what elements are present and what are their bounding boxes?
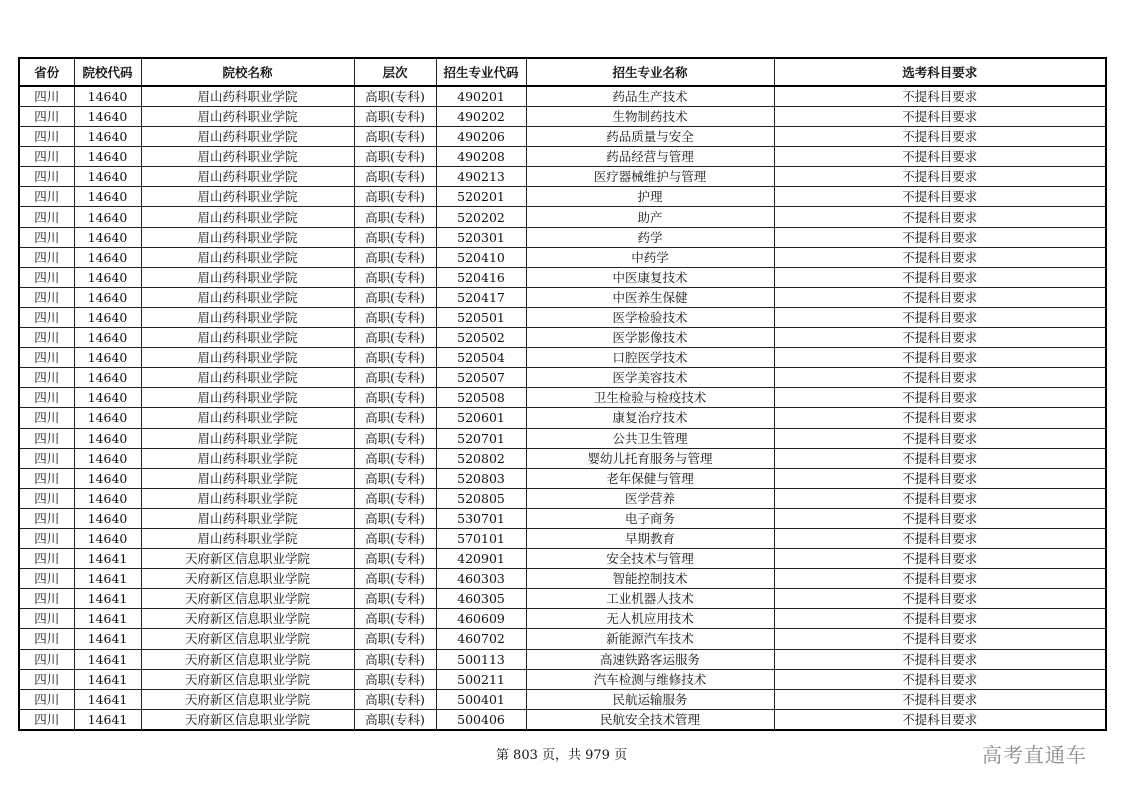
cell-province: 四川 — [19, 267, 74, 287]
table-row — [19, 569, 1106, 589]
cell-major-code: 490202 — [436, 107, 526, 127]
cell-province: 四川 — [19, 86, 74, 107]
cell-level: 高职(专科) — [354, 107, 436, 127]
cell-school-name: 眉山药科职业学院 — [141, 86, 354, 107]
cell-school-code: 14640 — [74, 348, 141, 368]
cell-school-name: 眉山药科职业学院 — [141, 187, 354, 207]
cell-province: 四川 — [19, 127, 74, 147]
cell-level: 高职(专科) — [354, 428, 436, 448]
cell-subject-requirement: 不提科目要求 — [774, 147, 1106, 167]
page-number: 第 803 页，共 979 页 — [495, 748, 628, 763]
cell-subject-requirement: 不提科目要求 — [774, 428, 1106, 448]
cell-school-name: 天府新区信息职业学院 — [141, 709, 354, 730]
cell-school-name: 天府新区信息职业学院 — [141, 569, 354, 589]
cell-school-code: 14640 — [74, 187, 141, 207]
table-row — [19, 448, 1106, 468]
cell-major-code: 520507 — [436, 368, 526, 388]
table-row — [19, 147, 1106, 167]
cell-school-name: 眉山药科职业学院 — [141, 227, 354, 247]
cell-major-code: 520701 — [436, 428, 526, 448]
cell-level: 高职(专科) — [354, 468, 436, 488]
cell-major-name: 生物制药技术 — [526, 107, 774, 127]
cell-major-name: 早期教育 — [526, 528, 774, 548]
cell-school-code: 14640 — [74, 287, 141, 307]
cell-province: 四川 — [19, 589, 74, 609]
cell-province: 四川 — [19, 508, 74, 528]
cell-school-name: 天府新区信息职业学院 — [141, 629, 354, 649]
cell-subject-requirement: 不提科目要求 — [774, 167, 1106, 187]
table-row — [19, 549, 1106, 569]
cell-province: 四川 — [19, 247, 74, 267]
cell-level: 高职(专科) — [354, 86, 436, 107]
table-row — [19, 649, 1106, 669]
cell-major-code: 520201 — [436, 187, 526, 207]
cell-major-name: 护理 — [526, 187, 774, 207]
cell-major-code: 500406 — [436, 709, 526, 730]
cell-school-code: 14641 — [74, 609, 141, 629]
cell-subject-requirement: 不提科目要求 — [774, 388, 1106, 408]
table-body — [19, 86, 1106, 730]
cell-major-name: 老年保健与管理 — [526, 468, 774, 488]
cell-level: 高职(专科) — [354, 448, 436, 468]
cell-level: 高职(专科) — [354, 589, 436, 609]
table-row — [19, 127, 1106, 147]
subject-requirements-table — [18, 57, 1107, 731]
cell-school-code: 14641 — [74, 549, 141, 569]
table-row — [19, 408, 1106, 428]
table-row — [19, 669, 1106, 689]
table-row — [19, 508, 1106, 528]
cell-province: 四川 — [19, 107, 74, 127]
cell-level: 高职(专科) — [354, 689, 436, 709]
cell-level: 高职(专科) — [354, 488, 436, 508]
cell-level: 高职(专科) — [354, 508, 436, 528]
cell-subject-requirement: 不提科目要求 — [774, 227, 1106, 247]
cell-school-code: 14640 — [74, 468, 141, 488]
cell-level: 高职(专科) — [354, 328, 436, 348]
table-row — [19, 227, 1106, 247]
table-header — [19, 58, 1106, 86]
cell-subject-requirement: 不提科目要求 — [774, 549, 1106, 569]
cell-school-code: 14640 — [74, 127, 141, 147]
cell-subject-requirement: 不提科目要求 — [774, 569, 1106, 589]
cell-subject-requirement: 不提科目要求 — [774, 468, 1106, 488]
table-row — [19, 187, 1106, 207]
cell-major-name: 中医养生保健 — [526, 287, 774, 307]
header-major-name: 招生专业名称 — [526, 58, 774, 86]
header-row — [19, 58, 1106, 86]
table-row — [19, 167, 1106, 187]
cell-major-name: 药品经营与管理 — [526, 147, 774, 167]
cell-school-code: 14640 — [74, 207, 141, 227]
cell-school-code: 14640 — [74, 227, 141, 247]
cell-school-name: 眉山药科职业学院 — [141, 488, 354, 508]
cell-province: 四川 — [19, 609, 74, 629]
cell-subject-requirement: 不提科目要求 — [774, 307, 1106, 327]
cell-school-name: 眉山药科职业学院 — [141, 328, 354, 348]
cell-subject-requirement: 不提科目要求 — [774, 508, 1106, 528]
cell-level: 高职(专科) — [354, 649, 436, 669]
cell-province: 四川 — [19, 227, 74, 247]
table-row — [19, 368, 1106, 388]
cell-major-name: 药学 — [526, 227, 774, 247]
table-row — [19, 689, 1106, 709]
cell-major-code: 520805 — [436, 488, 526, 508]
cell-school-code: 14640 — [74, 86, 141, 107]
cell-school-code: 14640 — [74, 448, 141, 468]
cell-level: 高职(专科) — [354, 307, 436, 327]
cell-level: 高职(专科) — [354, 709, 436, 730]
cell-major-code: 520501 — [436, 307, 526, 327]
table-row — [19, 388, 1106, 408]
cell-subject-requirement: 不提科目要求 — [774, 187, 1106, 207]
cell-subject-requirement: 不提科目要求 — [774, 488, 1106, 508]
cell-major-name: 医学检验技术 — [526, 307, 774, 327]
table-row — [19, 468, 1106, 488]
cell-school-code: 14640 — [74, 488, 141, 508]
cell-level: 高职(专科) — [354, 348, 436, 368]
cell-major-code: 500211 — [436, 669, 526, 689]
cell-major-name: 高速铁路客运服务 — [526, 649, 774, 669]
cell-major-code: 520803 — [436, 468, 526, 488]
table-row — [19, 428, 1106, 448]
cell-major-name: 中医康复技术 — [526, 267, 774, 287]
cell-province: 四川 — [19, 488, 74, 508]
cell-level: 高职(专科) — [354, 207, 436, 227]
cell-school-name: 眉山药科职业学院 — [141, 207, 354, 227]
cell-major-code: 520502 — [436, 328, 526, 348]
cell-province: 四川 — [19, 448, 74, 468]
cell-major-name: 康复治疗技术 — [526, 408, 774, 428]
cell-school-code: 14640 — [74, 428, 141, 448]
cell-major-name: 药品生产技术 — [526, 86, 774, 107]
cell-level: 高职(专科) — [354, 267, 436, 287]
cell-province: 四川 — [19, 689, 74, 709]
header-major-code: 招生专业代码 — [436, 58, 526, 86]
cell-level: 高职(专科) — [354, 287, 436, 307]
cell-major-code: 570101 — [436, 528, 526, 548]
cell-level: 高职(专科) — [354, 408, 436, 428]
cell-school-code: 14640 — [74, 267, 141, 287]
cell-major-code: 500401 — [436, 689, 526, 709]
table-row — [19, 328, 1106, 348]
cell-major-code: 520601 — [436, 408, 526, 428]
cell-major-code: 520802 — [436, 448, 526, 468]
cell-major-code: 490208 — [436, 147, 526, 167]
cell-school-name: 眉山药科职业学院 — [141, 468, 354, 488]
cell-school-code: 14641 — [74, 689, 141, 709]
cell-school-name: 眉山药科职业学院 — [141, 428, 354, 448]
cell-major-code: 500113 — [436, 649, 526, 669]
cell-major-code: 460609 — [436, 609, 526, 629]
cell-province: 四川 — [19, 528, 74, 548]
cell-school-name: 眉山药科职业学院 — [141, 388, 354, 408]
cell-subject-requirement: 不提科目要求 — [774, 609, 1106, 629]
cell-school-code: 14640 — [74, 328, 141, 348]
table-row — [19, 207, 1106, 227]
cell-major-name: 公共卫生管理 — [526, 428, 774, 448]
cell-level: 高职(专科) — [354, 187, 436, 207]
cell-province: 四川 — [19, 167, 74, 187]
cell-major-code: 520301 — [436, 227, 526, 247]
cell-school-code: 14640 — [74, 167, 141, 187]
cell-school-name: 眉山药科职业学院 — [141, 528, 354, 548]
table-row — [19, 589, 1106, 609]
cell-school-name: 天府新区信息职业学院 — [141, 609, 354, 629]
cell-level: 高职(专科) — [354, 609, 436, 629]
cell-major-code: 530701 — [436, 508, 526, 528]
cell-subject-requirement: 不提科目要求 — [774, 669, 1106, 689]
cell-level: 高职(专科) — [354, 127, 436, 147]
cell-province: 四川 — [19, 669, 74, 689]
cell-level: 高职(专科) — [354, 388, 436, 408]
cell-province: 四川 — [19, 649, 74, 669]
cell-subject-requirement: 不提科目要求 — [774, 649, 1106, 669]
cell-province: 四川 — [19, 287, 74, 307]
cell-level: 高职(专科) — [354, 247, 436, 267]
cell-major-name: 无人机应用技术 — [526, 609, 774, 629]
cell-subject-requirement: 不提科目要求 — [774, 448, 1106, 468]
cell-subject-requirement: 不提科目要求 — [774, 689, 1106, 709]
cell-province: 四川 — [19, 569, 74, 589]
table-row — [19, 287, 1106, 307]
cell-province: 四川 — [19, 388, 74, 408]
cell-school-name: 眉山药科职业学院 — [141, 307, 354, 327]
cell-school-name: 眉山药科职业学院 — [141, 167, 354, 187]
cell-major-code: 520410 — [436, 247, 526, 267]
cell-school-code: 14640 — [74, 107, 141, 127]
cell-school-code: 14640 — [74, 528, 141, 548]
cell-school-code: 14640 — [74, 307, 141, 327]
cell-level: 高职(专科) — [354, 569, 436, 589]
cell-major-name: 工业机器人技术 — [526, 589, 774, 609]
cell-major-code: 490213 — [436, 167, 526, 187]
cell-major-code: 520508 — [436, 388, 526, 408]
cell-school-code: 14640 — [74, 508, 141, 528]
table-row — [19, 247, 1106, 267]
cell-major-name: 医疗器械维护与管理 — [526, 167, 774, 187]
table-row — [19, 629, 1106, 649]
cell-major-name: 新能源汽车技术 — [526, 629, 774, 649]
header-level: 层次 — [354, 58, 436, 86]
cell-major-code: 420901 — [436, 549, 526, 569]
table-row — [19, 609, 1106, 629]
cell-major-name: 药品质量与安全 — [526, 127, 774, 147]
table-row — [19, 267, 1106, 287]
cell-school-name: 眉山药科职业学院 — [141, 348, 354, 368]
cell-major-name: 卫生检验与检疫技术 — [526, 388, 774, 408]
table-row — [19, 488, 1106, 508]
header-school-name: 院校名称 — [141, 58, 354, 86]
cell-school-name: 眉山药科职业学院 — [141, 448, 354, 468]
cell-province: 四川 — [19, 328, 74, 348]
cell-school-name: 眉山药科职业学院 — [141, 408, 354, 428]
cell-province: 四川 — [19, 187, 74, 207]
cell-subject-requirement: 不提科目要求 — [774, 709, 1106, 730]
cell-school-code: 14640 — [74, 247, 141, 267]
cell-subject-requirement: 不提科目要求 — [774, 267, 1106, 287]
cell-subject-requirement: 不提科目要求 — [774, 528, 1106, 548]
cell-province: 四川 — [19, 207, 74, 227]
cell-school-name: 天府新区信息职业学院 — [141, 649, 354, 669]
cell-level: 高职(专科) — [354, 629, 436, 649]
table-row — [19, 86, 1106, 107]
cell-major-name: 中药学 — [526, 247, 774, 267]
cell-subject-requirement: 不提科目要求 — [774, 328, 1106, 348]
cell-major-name: 电子商务 — [526, 508, 774, 528]
cell-subject-requirement: 不提科目要求 — [774, 107, 1106, 127]
cell-school-name: 眉山药科职业学院 — [141, 127, 354, 147]
cell-school-name: 天府新区信息职业学院 — [141, 669, 354, 689]
cell-province: 四川 — [19, 408, 74, 428]
cell-school-code: 14641 — [74, 629, 141, 649]
cell-province: 四川 — [19, 549, 74, 569]
cell-school-code: 14641 — [74, 569, 141, 589]
watermark-logo-text: 高考直通车 — [982, 743, 1087, 767]
cell-province: 四川 — [19, 348, 74, 368]
cell-major-name: 医学美容技术 — [526, 368, 774, 388]
cell-school-code: 14640 — [74, 388, 141, 408]
cell-subject-requirement: 不提科目要求 — [774, 86, 1106, 107]
cell-province: 四川 — [19, 147, 74, 167]
header-province: 省份 — [19, 58, 74, 86]
cell-major-name: 安全技术与管理 — [526, 549, 774, 569]
cell-subject-requirement: 不提科目要求 — [774, 207, 1106, 227]
cell-province: 四川 — [19, 629, 74, 649]
cell-subject-requirement: 不提科目要求 — [774, 368, 1106, 388]
cell-major-name: 民航运输服务 — [526, 689, 774, 709]
cell-school-code: 14640 — [74, 408, 141, 428]
cell-major-name: 汽车检测与维修技术 — [526, 669, 774, 689]
cell-subject-requirement: 不提科目要求 — [774, 629, 1106, 649]
cell-subject-requirement: 不提科目要求 — [774, 287, 1106, 307]
cell-school-name: 眉山药科职业学院 — [141, 368, 354, 388]
cell-major-name: 智能控制技术 — [526, 569, 774, 589]
cell-major-name: 助产 — [526, 207, 774, 227]
table-row — [19, 528, 1106, 548]
table-row — [19, 307, 1106, 327]
cell-major-code: 520417 — [436, 287, 526, 307]
cell-major-code: 490206 — [436, 127, 526, 147]
cell-school-code: 14640 — [74, 147, 141, 167]
cell-level: 高职(专科) — [354, 549, 436, 569]
cell-subject-requirement: 不提科目要求 — [774, 348, 1106, 368]
cell-major-name: 民航安全技术管理 — [526, 709, 774, 730]
cell-level: 高职(专科) — [354, 669, 436, 689]
cell-subject-requirement: 不提科目要求 — [774, 589, 1106, 609]
cell-major-code: 460702 — [436, 629, 526, 649]
cell-school-code: 14640 — [74, 368, 141, 388]
cell-major-code: 520504 — [436, 348, 526, 368]
cell-school-code: 14641 — [74, 669, 141, 689]
cell-major-name: 口腔医学技术 — [526, 348, 774, 368]
cell-level: 高职(专科) — [354, 368, 436, 388]
header-subject-requirement: 选考科目要求 — [774, 58, 1106, 86]
cell-province: 四川 — [19, 307, 74, 327]
cell-school-code: 14641 — [74, 709, 141, 730]
header-school-code: 院校代码 — [74, 58, 141, 86]
cell-school-name: 眉山药科职业学院 — [141, 107, 354, 127]
cell-province: 四川 — [19, 709, 74, 730]
cell-level: 高职(专科) — [354, 167, 436, 187]
cell-major-name: 医学营养 — [526, 488, 774, 508]
cell-level: 高职(专科) — [354, 227, 436, 247]
cell-major-code: 520202 — [436, 207, 526, 227]
cell-major-name: 婴幼儿托育服务与管理 — [526, 448, 774, 468]
cell-school-name: 眉山药科职业学院 — [141, 247, 354, 267]
cell-major-code: 460303 — [436, 569, 526, 589]
cell-province: 四川 — [19, 468, 74, 488]
cell-province: 四川 — [19, 428, 74, 448]
cell-school-name: 眉山药科职业学院 — [141, 147, 354, 167]
table-row — [19, 107, 1106, 127]
cell-major-name: 医学影像技术 — [526, 328, 774, 348]
cell-level: 高职(专科) — [354, 147, 436, 167]
cell-subject-requirement: 不提科目要求 — [774, 247, 1106, 267]
cell-school-name: 眉山药科职业学院 — [141, 267, 354, 287]
cell-subject-requirement: 不提科目要求 — [774, 127, 1106, 147]
cell-school-code: 14641 — [74, 589, 141, 609]
cell-school-name: 眉山药科职业学院 — [141, 508, 354, 528]
table-row — [19, 709, 1106, 730]
cell-major-code: 460305 — [436, 589, 526, 609]
cell-school-name: 天府新区信息职业学院 — [141, 549, 354, 569]
table-row — [19, 348, 1106, 368]
cell-major-code: 490201 — [436, 86, 526, 107]
cell-school-name: 眉山药科职业学院 — [141, 287, 354, 307]
cell-province: 四川 — [19, 368, 74, 388]
cell-subject-requirement: 不提科目要求 — [774, 408, 1106, 428]
cell-level: 高职(专科) — [354, 528, 436, 548]
cell-school-code: 14641 — [74, 649, 141, 669]
cell-school-name: 天府新区信息职业学院 — [141, 689, 354, 709]
cell-school-name: 天府新区信息职业学院 — [141, 589, 354, 609]
cell-major-code: 520416 — [436, 267, 526, 287]
